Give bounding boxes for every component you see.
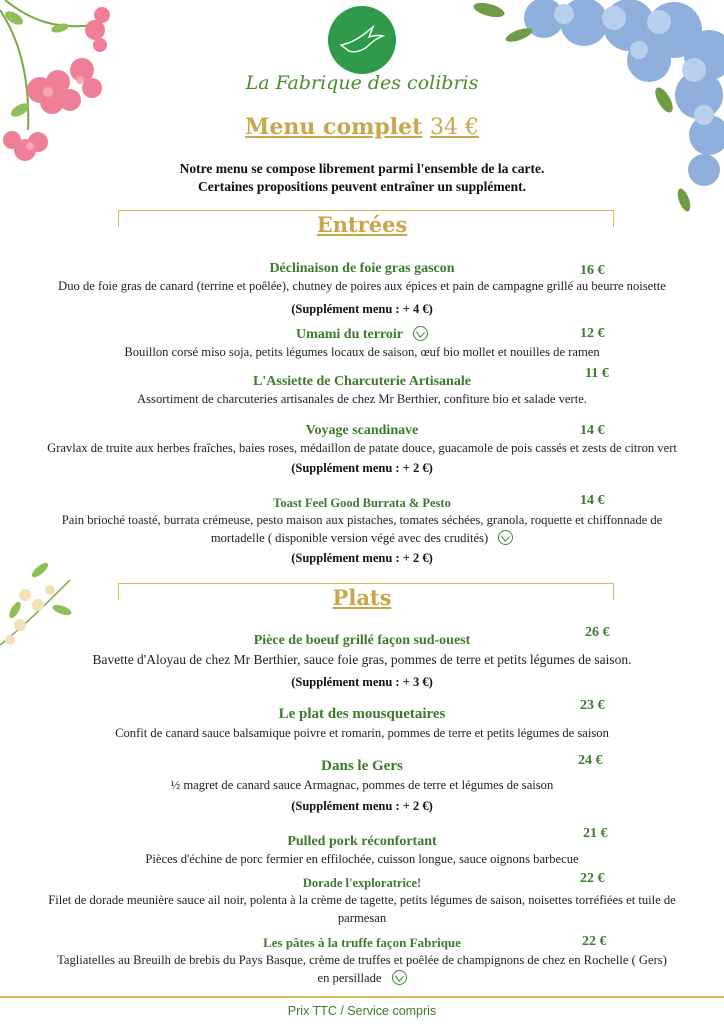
vegetarian-icon xyxy=(392,970,407,985)
dish-name: Dorade l'exploratrice! xyxy=(302,876,422,890)
dish-name-text: Umami du terroir xyxy=(295,327,404,342)
dish-name: Toast Feel Good Burrata & Pesto xyxy=(273,496,451,510)
dish-description-line xyxy=(8,969,716,987)
intro-line-2: Certaines propositions peuvent entraîner un supplément. xyxy=(197,179,527,194)
dish-name: Dans le Gers xyxy=(321,758,403,774)
menu-price: 34 € xyxy=(429,115,479,140)
dish-description-line: parmesan xyxy=(337,911,387,925)
dish-description: ½ magret de canard sauce Armagnac, pommes de terre et légumes de saison xyxy=(170,778,554,792)
dish-name: Voyage scandinave xyxy=(305,423,419,438)
dish-description xyxy=(0,891,724,927)
dish-price: 11 € xyxy=(585,366,609,381)
vegetarian-icon xyxy=(413,326,428,341)
dish-name: L'Assiette de Charcuterie Artisanale xyxy=(253,374,471,389)
dish-description-line: Pain brioché toasté, burrata crémeuse, pesto maison aux pistaches, tomates séchées, granola, roquette et chiffonnade de xyxy=(61,513,663,527)
hummingbird-icon xyxy=(339,23,385,57)
dish-description: Pièces d'échine de porc fermier en effilochée, cuisson longue, sauce oignons barbecue xyxy=(145,852,579,866)
supplement-note: (Supplément menu : + 4 €) xyxy=(291,302,433,316)
dish-description: Bouillon corsé miso soja, petits légumes locaux de saison, œuf bio mollet et nouilles de ramen xyxy=(124,345,600,359)
dish-price: 26 € xyxy=(585,625,610,640)
dish-description: Bavette d'Aloyau de chez Mr Berthier, sauce foie gras, pommes de terre et petits légumes de saison. xyxy=(92,652,632,667)
dish-price: 12 € xyxy=(580,326,605,341)
entrees-title: Entrées xyxy=(316,212,408,237)
dish-name: Pulled pork réconfortant xyxy=(287,834,437,849)
supplement-note: (Supplément menu : + 3 €) xyxy=(291,675,433,689)
vegetarian-icon xyxy=(498,530,513,545)
dish-description: Confit de canard sauce balsamique poivre et romarin, pommes de terre et petits légumes de saison xyxy=(115,726,609,740)
dish-price: 14 € xyxy=(580,423,605,438)
dish-description: Duo de foie gras de canard (terrine et poêlée), chutney de poires aux épices et pain de campagne grillé au beurre noisette xyxy=(58,279,666,293)
dish-description-line: Tagliatelles au Breuilh de brebis du Pays Basque, crème de truffes et poêlée de champignons de chez en Rochelle ( Gers) xyxy=(57,953,667,967)
dish-description xyxy=(0,511,724,547)
dish-description-line xyxy=(8,529,716,547)
brand-name: La Fabrique des colibris xyxy=(245,72,479,94)
dish-description xyxy=(0,951,724,987)
dish-description: Gravlax de truite aux herbes fraîches, baies roses, médaillon de patate douce, guacamole de pois cassés et zests de citron vert xyxy=(47,441,677,455)
dish-name: Déclinaison de foie gras gascon xyxy=(269,261,455,276)
dish-price: 24 € xyxy=(578,753,603,768)
intro-text xyxy=(0,160,724,196)
menu-title xyxy=(0,114,724,140)
dish-description: Assortiment de charcuteries artisanales de chez Mr Berthier, confiture bio et salade verte. xyxy=(137,392,587,406)
supplement-note: (Supplément menu : + 2 €) xyxy=(291,799,433,813)
plats-title: Plats xyxy=(332,585,392,610)
menu-title-text: Menu complet xyxy=(245,114,423,140)
dish-price: 16 € xyxy=(580,263,605,278)
dish-description-text: mortadelle ( disponible version végé avec des crudités) xyxy=(210,531,489,545)
dish-description-text: en persillade xyxy=(317,971,382,985)
dish-price: 22 € xyxy=(582,934,607,949)
dish-price: 23 € xyxy=(580,698,605,713)
dish-name: Pièce de boeuf grillé façon sud-ouest xyxy=(253,633,471,648)
footer-note: Prix TTC / Service compris xyxy=(287,1004,437,1018)
dish-price: 21 € xyxy=(583,826,608,841)
hummingbird-logo xyxy=(328,6,396,74)
dish-description-line: Filet de dorade meunière sauce ail noir, polenta à la crème de tagette, petits légumes de saison, noisettes torréfiées et tuile de xyxy=(48,893,676,907)
dish-name xyxy=(0,326,724,343)
supplement-note: (Supplément menu : + 2 €) xyxy=(291,461,433,475)
dish-name: Les pâtes à la truffe façon Fabrique xyxy=(263,935,461,950)
intro-line-1: Notre menu se compose librement parmi l'ensemble de la carte. xyxy=(179,161,545,176)
dish-price: 22 € xyxy=(580,871,605,886)
dish-name: Le plat des mousquetaires xyxy=(278,706,446,722)
dish-price: 14 € xyxy=(580,493,605,508)
footer-divider xyxy=(0,996,724,998)
supplement-note: (Supplément menu : + 2 €) xyxy=(291,551,433,565)
